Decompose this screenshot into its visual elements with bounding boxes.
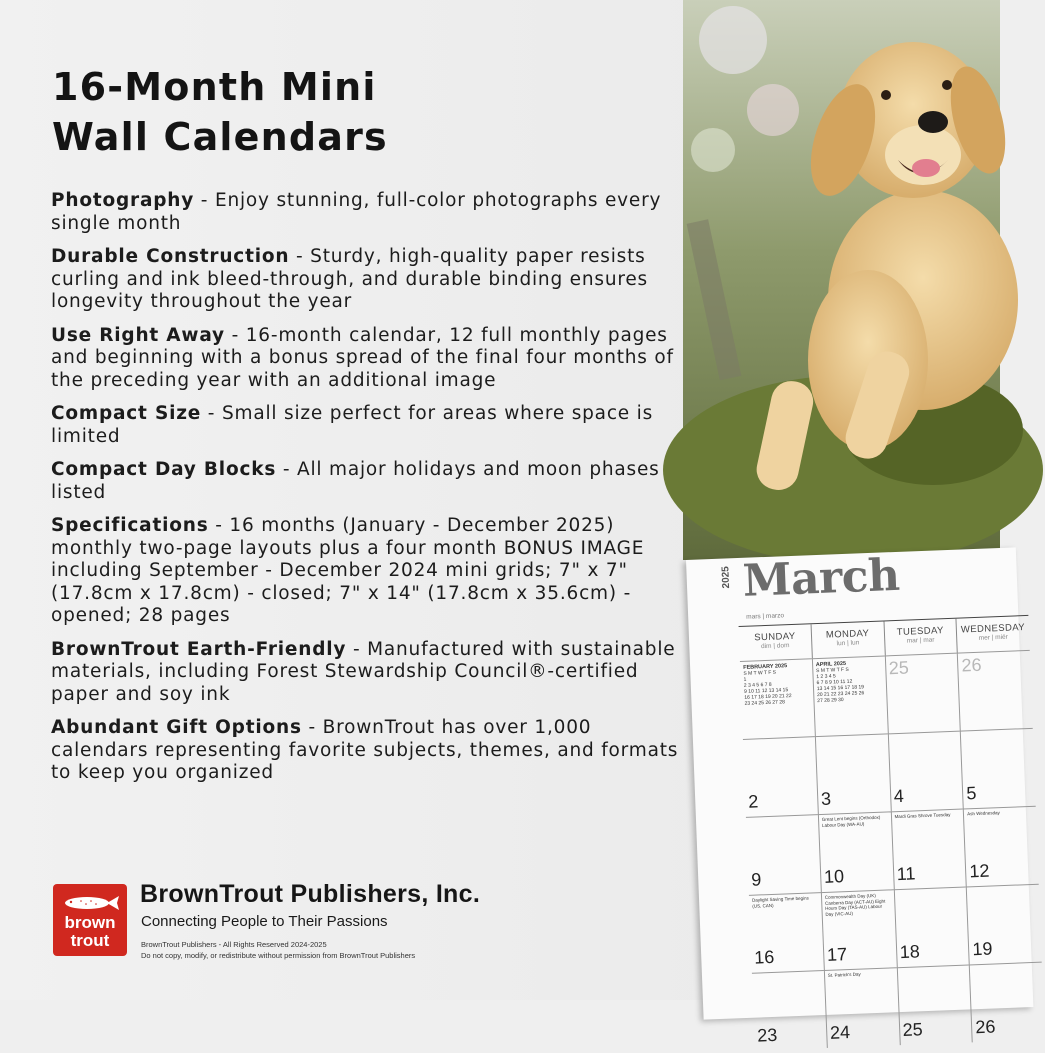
week-row <box>746 806 1039 895</box>
weekday-label: MONDAY <box>825 628 870 641</box>
title-line-1: 16-Month Mini <box>52 65 377 109</box>
day-number: 9 <box>750 869 762 890</box>
day-number: 10 <box>823 866 845 887</box>
day-number: 25 <box>902 1019 924 1041</box>
mini-calendar-row: 9 10 11 12 13 14 15 <box>743 687 789 695</box>
feature-text: - 16-month calendar, 12 full monthly pages and beginning with a bonus spread of the final four months of the preceding year with an additional image <box>51 324 674 391</box>
calendar-month-translation: mars | marzo <box>746 612 785 621</box>
day-number: 26 <box>975 1016 996 1038</box>
week-row <box>749 884 1042 973</box>
mini-calendar-row: 27 28 29 30 <box>817 697 844 705</box>
day-cell <box>893 886 969 967</box>
feature-use-right-away <box>51 325 691 393</box>
feature-gift-options <box>51 717 691 785</box>
mini-calendar-header: S M T W T F S <box>815 666 849 675</box>
browntrout-logo <box>53 884 127 956</box>
day-cell <box>821 889 897 970</box>
page-title <box>52 62 652 162</box>
feature-text: - Enjoy stunning, full-color photographs every single month <box>51 190 662 234</box>
week-row <box>752 962 1045 1051</box>
feature-compact-day-blocks <box>51 459 691 504</box>
logo-text-brown: brown <box>64 913 116 932</box>
mini-calendar-title: FEBRUARY 2025 <box>743 663 788 671</box>
weekday-label: SUNDAY <box>754 630 796 644</box>
day-cell <box>818 811 894 892</box>
weekday-translation: lun | lun <box>836 639 860 648</box>
feature-heading: Durable Construction <box>51 246 290 267</box>
title-line-2: Wall Calendars <box>52 115 388 159</box>
publisher-tagline: Connecting People to Their Passions <box>141 913 388 930</box>
feature-specifications <box>51 515 691 628</box>
mini-calendar-row: 2 3 4 5 6 7 8 <box>743 681 772 689</box>
mini-calendar-row: 20 21 22 23 24 25 26 <box>816 690 865 699</box>
feature-earth-friendly <box>51 639 691 707</box>
mini-calendar-row: 16 17 18 19 20 21 22 <box>744 693 792 701</box>
weekday-wednesday <box>956 616 1030 653</box>
day-cell <box>824 967 900 1048</box>
feature-text: - Sturdy, high-quality paper resists curling and ink bleed-through, and durable binding ensures longevity throughout the year <box>51 246 648 312</box>
weekday-translation: mar | mar <box>906 636 935 645</box>
day-cell <box>969 962 1045 1043</box>
day-cell <box>812 655 888 736</box>
day-number: 18 <box>899 941 921 963</box>
feature-photography <box>51 190 691 235</box>
feature-heading: BrownTrout Earth-Friendly <box>51 638 347 660</box>
holiday-note: Ash Wednesday <box>967 810 1000 817</box>
day-number: 23 <box>756 1024 778 1046</box>
day-cell <box>746 814 821 895</box>
feature-compact-size <box>51 403 691 448</box>
permission-line: Do not copy, modify, or redistribute without permission from BrownTrout Publishers <box>141 951 416 960</box>
day-number: 5 <box>966 783 977 804</box>
dog-photo <box>683 0 1000 560</box>
holiday-note: Great Lent begins (Orthodox) Labour Day (WA-AU) <box>821 814 881 828</box>
logo-text-trout: trout <box>70 931 110 950</box>
feature-text: - BrownTrout has over 1,000 calendars representing favorite subjects, themes, and formats to keep you organized <box>51 717 679 783</box>
holiday-note: Commonwealth Day (UK) Canberra Day (ACT-AU) Eight Hours Day (TAS-AU) Labour Day (VIC-AU) <box>824 892 886 917</box>
day-number: 25 <box>888 657 910 679</box>
calendar-grid <box>739 615 1045 1051</box>
calendar-page <box>686 547 1033 1046</box>
mini-calendar-row: 13 14 15 16 17 18 19 <box>816 684 865 693</box>
mini-calendar-february <box>743 662 811 707</box>
day-cell <box>896 964 972 1045</box>
golden-retriever-image <box>683 0 1000 560</box>
feature-heading: Abundant Gift Options <box>51 717 302 738</box>
publisher-fine-print <box>141 939 415 961</box>
day-number: 4 <box>893 785 905 807</box>
feature-durable-construction <box>51 246 691 314</box>
feature-text: - Small size perfect for areas where space is limited <box>51 403 654 447</box>
day-cell <box>884 653 960 734</box>
day-number: 26 <box>961 654 982 676</box>
week-row <box>740 650 1033 739</box>
weekday-monday <box>810 621 884 658</box>
mini-calendar-row: 6 7 8 9 10 11 12 <box>816 678 853 687</box>
feature-text: - All major holidays and moon phases listed <box>51 459 660 503</box>
day-number: 2 <box>747 791 759 812</box>
feature-heading: Compact Size <box>51 403 202 424</box>
calendar-year: 2025 <box>720 566 733 589</box>
day-cell <box>960 728 1036 809</box>
copyright-line: BrownTrout Publishers - All Rights Reserved 2024-2025 <box>141 940 327 949</box>
holiday-note: St. Patrick's Day <box>827 971 861 978</box>
day-number: 17 <box>826 944 848 965</box>
day-number: 24 <box>829 1022 851 1043</box>
day-cell <box>966 884 1042 965</box>
feature-heading: Use Right Away <box>51 324 225 346</box>
mini-calendar-april <box>816 660 884 705</box>
weekday-sunday <box>739 624 812 661</box>
day-cell <box>743 736 818 817</box>
mini-calendar-title: APRIL 2025 <box>815 660 847 669</box>
feature-text: - Manufactured with sustainable materials, including Forest Stewardship Council®-certified paper and soy ink <box>51 638 676 705</box>
mini-calendar-header: S M T W T F S <box>743 669 777 677</box>
weekday-translation: mer | miér <box>978 633 1009 642</box>
day-cell <box>740 658 815 739</box>
mini-calendar-row: 1 2 3 4 5 <box>816 673 836 681</box>
day-cell <box>963 806 1039 887</box>
feature-heading: Specifications <box>51 515 209 536</box>
day-cell <box>890 809 966 890</box>
day-number: 11 <box>896 863 916 885</box>
mini-calendar-row: 1 <box>743 676 747 683</box>
week-row <box>743 728 1036 817</box>
day-cell <box>957 650 1033 731</box>
publisher-name: BrownTrout Publishers, Inc. <box>140 880 481 908</box>
weekday-translation: dim | dom <box>760 642 790 651</box>
day-number: 12 <box>969 860 990 882</box>
trout-fish-icon <box>59 892 121 914</box>
holiday-note: Daylight Saving Time begins (US, CAN) <box>752 895 809 909</box>
day-cell <box>749 892 824 973</box>
day-number: 19 <box>972 938 993 960</box>
feature-text: - 16 months (January - December 2025) monthly two-page layouts plus a four month BONUS IMAGE including September - December 2024 mini grids; 7" x 7" (17.8cm x 17.8cm) - closed; 7" x 14" (17.8cm x 35.6cm) - opened; 28 pages <box>51 515 645 626</box>
feature-heading: Compact Day Blocks <box>51 459 277 480</box>
calendar-month: March <box>741 549 901 607</box>
feature-heading: Photography <box>51 190 195 211</box>
day-cell <box>887 731 963 812</box>
day-cell <box>752 970 827 1051</box>
day-number: 3 <box>820 788 832 809</box>
weekday-label: WEDNESDAY <box>960 622 1026 636</box>
day-number: 16 <box>753 946 775 968</box>
weekday-label: TUESDAY <box>896 625 944 638</box>
day-cell <box>815 733 891 814</box>
holiday-note: Mardi Gras Shrove Tuesday <box>894 812 951 820</box>
weekday-tuesday <box>883 619 957 656</box>
feature-list <box>51 190 691 796</box>
mini-calendar-row: 23 24 25 26 27 28 <box>744 699 785 707</box>
